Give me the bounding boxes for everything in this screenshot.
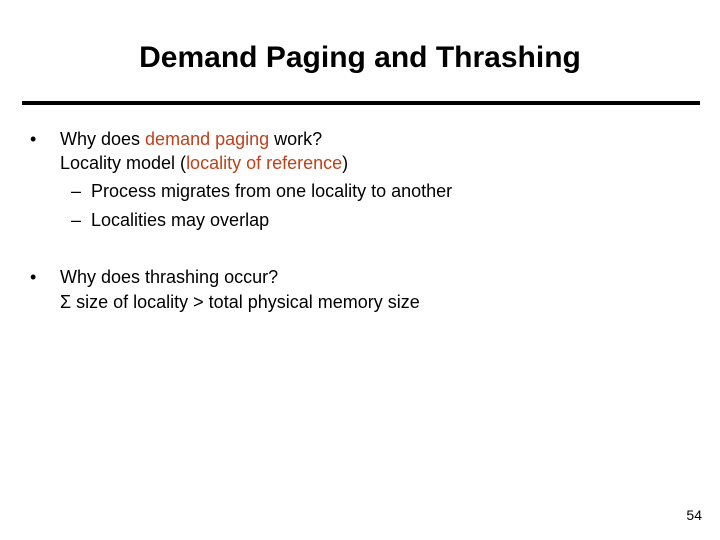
text-segment: Why does xyxy=(60,129,146,149)
bullet-2-line-2: Σ size of locality > total physical memory size xyxy=(60,292,420,312)
highlight-locality-of-reference: locality of reference xyxy=(186,153,343,173)
subitem-localities-overlap: Localities may overlap xyxy=(91,210,270,230)
subitem-marker: – xyxy=(71,210,82,230)
bullet-marker: • xyxy=(30,267,37,287)
subitem-process-migrates: Process migrates from one locality to another xyxy=(91,181,453,201)
bullet-1-line-2 xyxy=(60,152,348,174)
text-segment: work? xyxy=(269,129,323,149)
highlight-demand-paging: demand paging xyxy=(145,129,270,149)
bullet-2-line-1: Why does thrashing occur? xyxy=(60,267,279,287)
slide-title: Demand Paging and Thrashing xyxy=(139,41,581,74)
title-divider xyxy=(22,101,700,105)
page-number: 54 xyxy=(686,507,702,523)
bullet-1-line-1 xyxy=(60,128,322,150)
subitem-marker: – xyxy=(71,181,82,201)
text-segment: Locality model ( xyxy=(60,153,187,173)
text-segment: ) xyxy=(342,153,349,173)
bullet-marker: • xyxy=(30,129,37,149)
